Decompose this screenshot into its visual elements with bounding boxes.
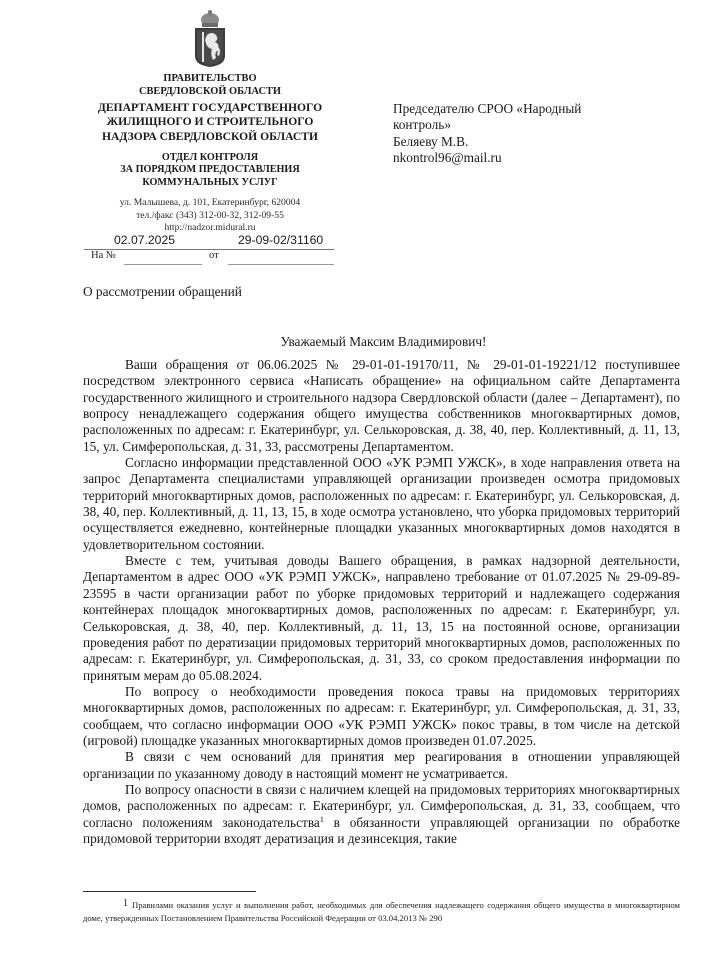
footnote-reference[interactable]: 1 bbox=[319, 814, 324, 824]
reference-number-blank bbox=[124, 264, 202, 265]
recipient-organization: контроль» bbox=[393, 117, 451, 133]
sverdlovsk-coat-of-arms-icon bbox=[192, 8, 228, 68]
department-address bbox=[84, 197, 336, 235]
website-link[interactable]: http://nadzor.midural.ru bbox=[164, 222, 256, 234]
body-paragraph: По вопросу опасности в связи с наличием клещей на придомовых территориях многоквартирных домов, расположенных по адресам: г. Екатеринбург, ул. Симферопольская, д. 31, 33, сообщаем, что согласно положениям законодательства$^1$ в обязанности управляющей организации по обработке придомовой территории входят дератизация и дезинсекция, такие bbox=[83, 781, 680, 846]
recipient-block bbox=[393, 101, 653, 167]
government-title: ПРАВИТЕЛЬСТВО СВЕРДЛОВСКОЙ ОБЛАСТИ bbox=[139, 73, 281, 97]
body-paragraph: Согласно информации представленной ООО «УК РЭМП УЖСК», в ходе направления ответа на запрос Департамента специалистами управляющей организации произведен осмотра придомовых территорий многоквартирных домов, расположенных по адресам: г. Екатеринбург, ул. Селькоровская, д. 38, 40, пер. Коллективный, д. 11, 13, 15, в ходе осмотра установлено, что уборка придомовых территорий осуществляется ежедневно, контейнерные площадки указанных многоквартирных домов находятся в удовлетворительном состоянии. bbox=[83, 455, 680, 552]
footnote-separator bbox=[83, 891, 256, 892]
division-title: ОТДЕЛ КОНТРОЛЯ ЗА ПОРЯДКОМ ПРЕДОСТАВЛЕНИЯ КОММУНАЛЬНЫХ УСЛУГ bbox=[120, 152, 300, 188]
letter-body bbox=[83, 357, 680, 847]
reference-date-blank bbox=[228, 264, 334, 265]
phone-fax: тел./факс (343) 312-00-32, 312-09-55 bbox=[136, 209, 284, 221]
body-paragraph: Ваши обращения от 06.06.2025 № 29-01-01-19170/11, № 29-01-01-19221/12 поступившее посредством электронного сервиса «Написать обращение» на официальном сайте Департамента государственного жилищного и строительного надзора Свердловской области (далее – Департамент), по вопросу ненадлежащего содержания общего имущества собственников многоквартирных домов, расположенных по адресам: г. Екатеринбург, ул. Селькоровская, д. 38, 40, пер. Коллективный, д. 11, 13, 15, ул. Симферопольская, д. 31, 33, рассмотрены Департаментом. bbox=[83, 357, 680, 454]
reference-date-label: от bbox=[209, 250, 219, 261]
letter-subject: О рассмотрении обращений bbox=[83, 284, 242, 299]
recipient-email[interactable]: nkontrol96@mail.ru bbox=[393, 150, 502, 166]
footnote-mark: 1 bbox=[123, 898, 128, 909]
body-paragraph: По вопросу о необходимости проведения покоса травы на придомовых территориях многоквартирных домов, расположенных по адресам: г. Екатеринбург, ул. Симферопольская, д. 31, 33, сообщаем, что согласно информации ООО «УК РЭМП УЖСК» покос травы, в том числе на детской (игровой) площадке указанных многоквартирных домов произведен 01.07.2025. bbox=[83, 683, 680, 748]
footnote-text: Правилами оказания услуг и выполнения работ, необходимых для обеспечения надлежащего содержания общего имущества в многоквартирном доме, утвержденных Постановлением Правительства Российской Федерации от 03.04.2013 № 290 bbox=[83, 900, 680, 923]
registration-date: 02.07.2025 bbox=[114, 233, 175, 247]
department-title: ДЕПАРТАМЕНТ ГОСУДАРСТВЕННОГО ЖИЛИЩНОГО И СТРОИТЕЛЬНОГО НАДЗОРА СВЕРДЛОВСКОЙ ОБЛАСТИ bbox=[97, 101, 323, 143]
street-address: ул. Малышева, д. 101, Екатеринбург, 620004 bbox=[119, 197, 301, 208]
salutation: Уважаемый Максим Владимирович! bbox=[280, 334, 487, 349]
recipient-position: Председателю СРОО «Народный bbox=[393, 101, 582, 116]
registration-number: 29-09-02/31160 bbox=[238, 233, 324, 247]
footnote bbox=[83, 898, 680, 924]
body-paragraph: Вместе с тем, учитывая доводы Вашего обращения, в рамках надзорной деятельности, Департаментом в адрес ООО «УК РЭМП УЖСК», направлено требование от 01.07.2025 № 29-09-89-23595 в части организации работ по уборке придомовых территорий и надлежащего содержания контейнерах площадок многоквартирных домов, расположенных по адресам: г. Екатеринбург, ул. Селькоровская, д. 38, 40, пер. Коллективный, д. 11, 13, 15 на постоянной основе, организации проведения работ по дератизации придомовых территорий многоквартирных домов, расположенных по адресам: г. Екатеринбург, ул. Симферопольская, д. 31, 33, со сроком предоставления информации по принятым мерам до 05.08.2024. bbox=[83, 553, 680, 683]
recipient-name: Беляеву М.В. bbox=[393, 133, 469, 149]
reference-number-label: На № bbox=[91, 250, 116, 261]
body-paragraph: В связи с чем оснований для принятия мер реагирования в отношении управляющей организации по указанному доводу в настоящий момент не усматривается. bbox=[83, 749, 680, 781]
